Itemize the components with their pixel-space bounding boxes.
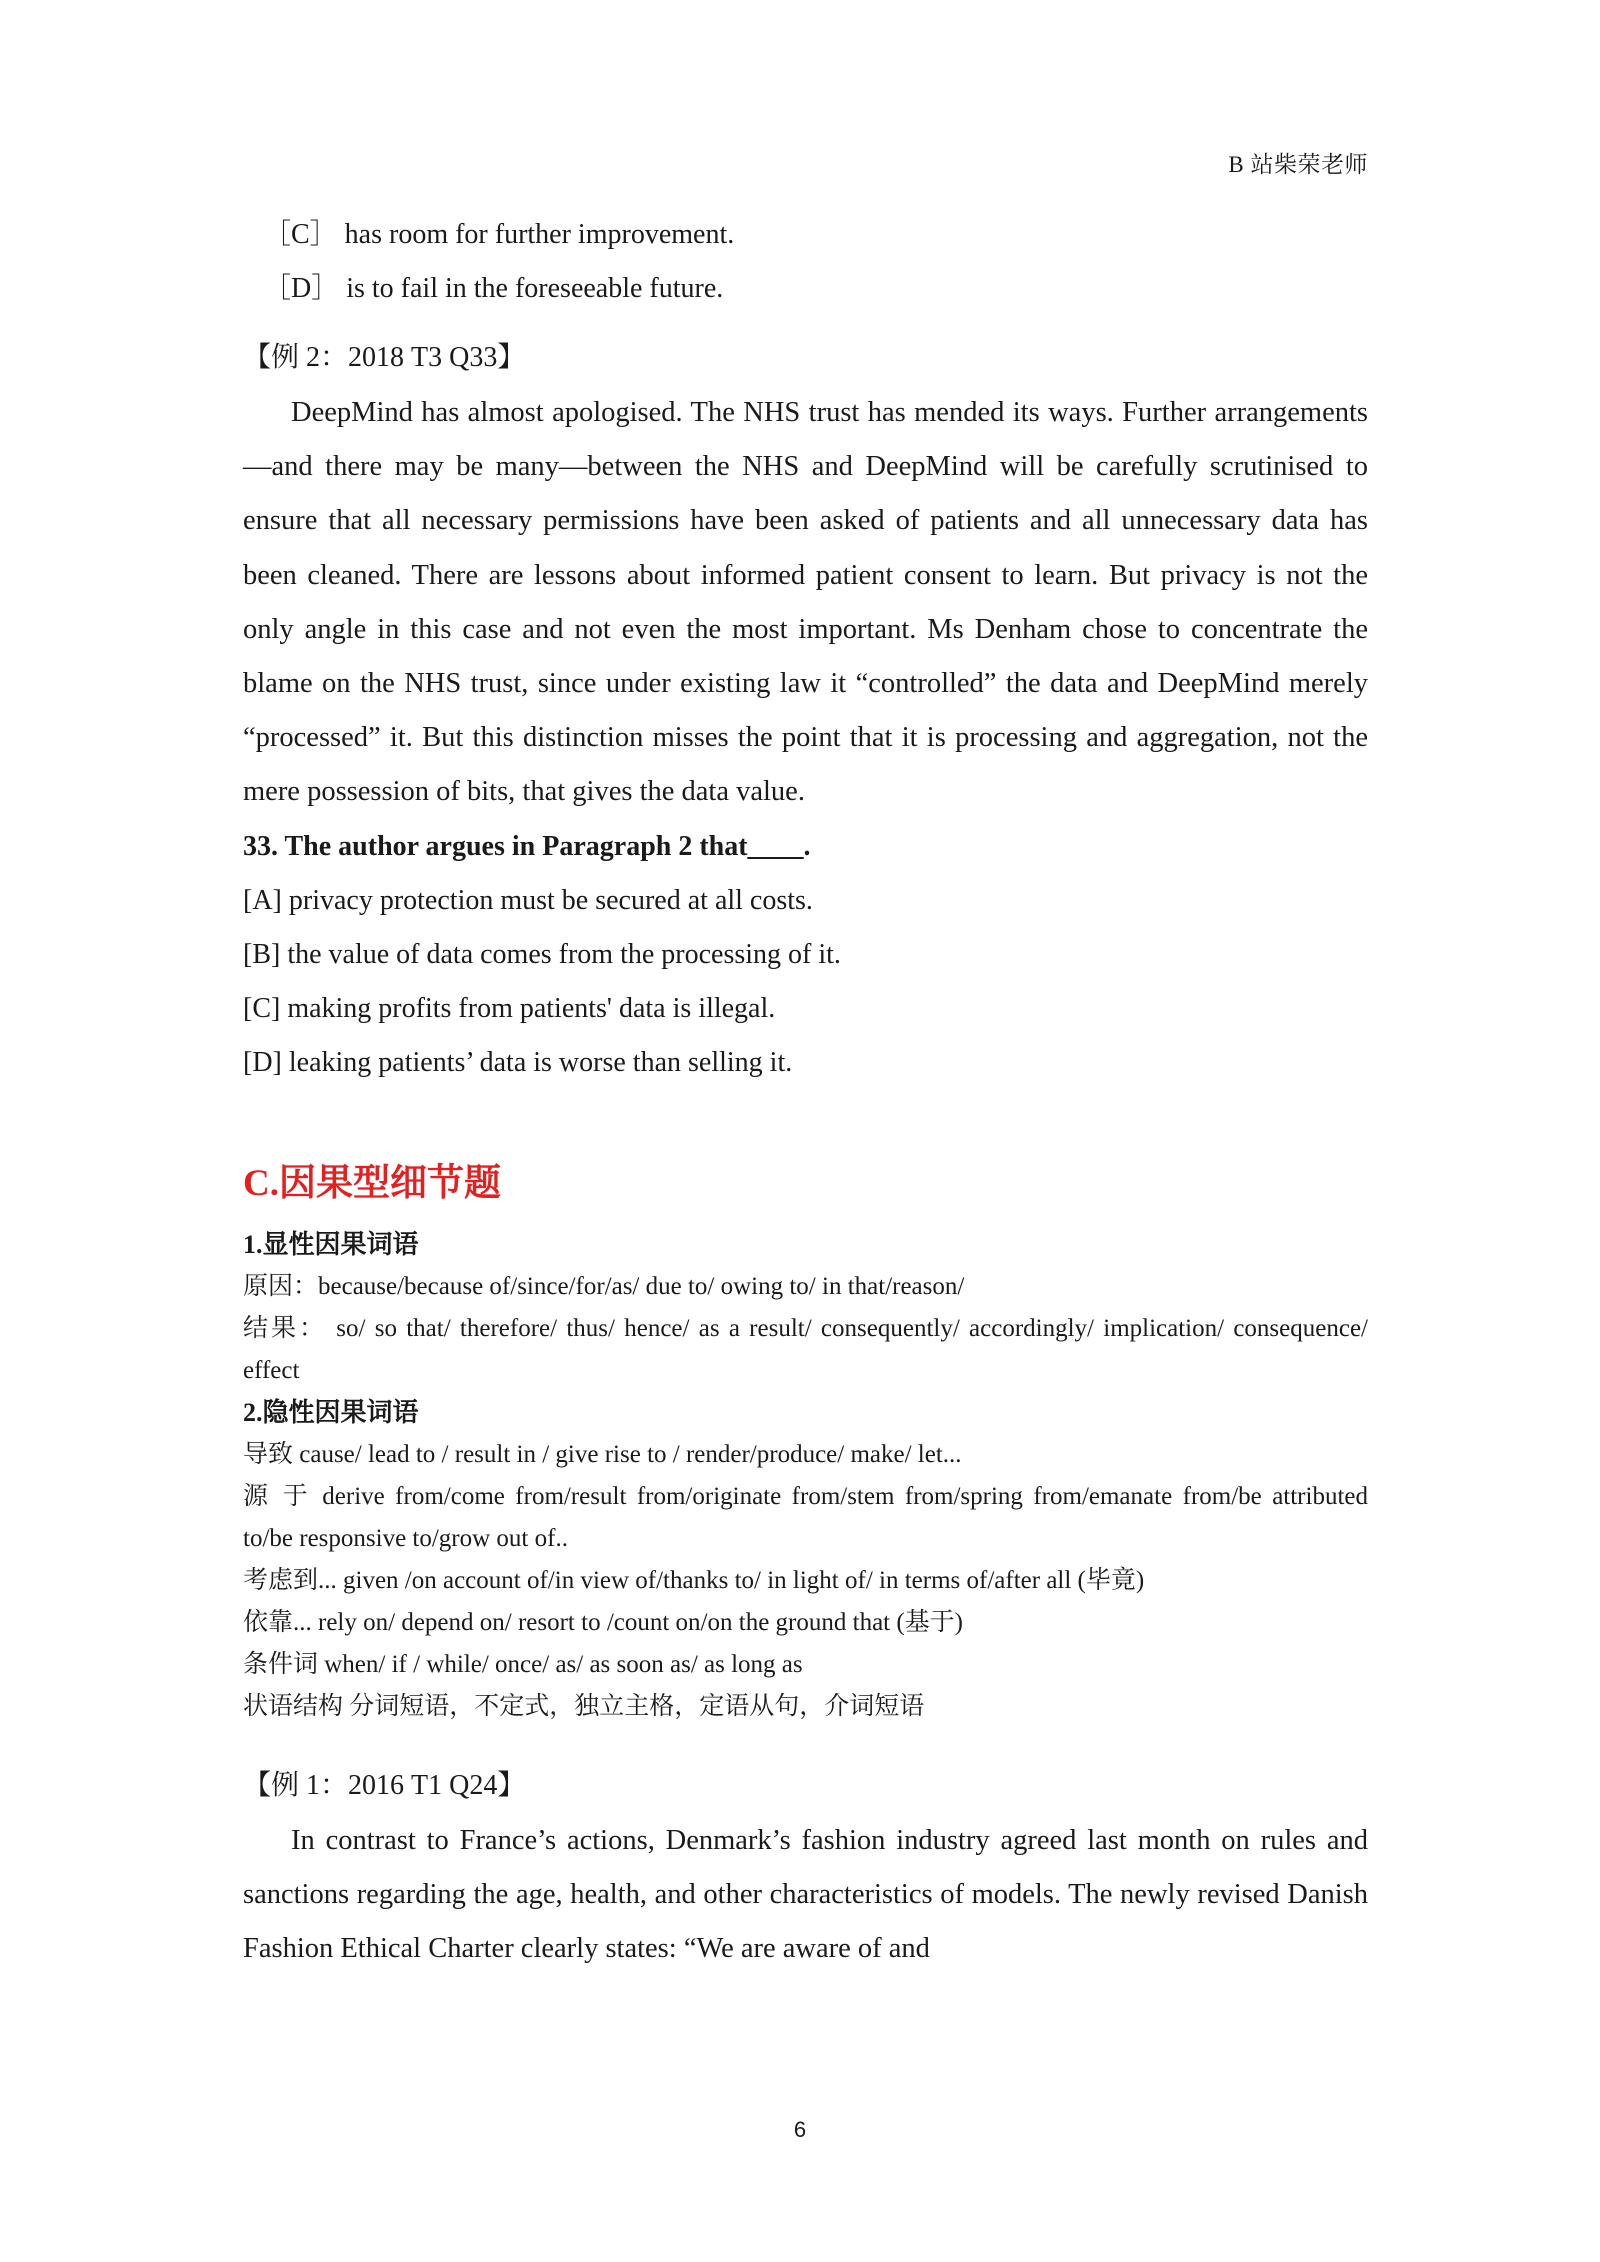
spacer	[243, 1728, 1368, 1744]
implicit-line-cause: 导致 cause/ lead to / result in / give rise to / render/produce/ make/ let...	[243, 1440, 962, 1468]
example-2-option-c: [C] making profits from patients' data is illegal.	[243, 992, 776, 1024]
previous-option-c: ［C］ has room for further improvement.	[263, 219, 735, 250]
implicit-causal-heading: 2.隐性因果词语	[243, 1397, 419, 1427]
header-note: B 站柴荣老师	[1228, 152, 1368, 177]
page-number: 6	[793, 2117, 807, 2142]
implicit-line-reliance: 依靠... rely on/ depend on/ resort to /count on/on the ground that (基于)	[243, 1608, 964, 1636]
explicit-effect-words: 结果： so/ so that/ therefore/ thus/ hence/ as a result/ consequently/ accordingly/ implication/ consequence/ effect	[243, 1314, 1368, 1384]
page-content	[243, 208, 1368, 1976]
example-1-title: 【例 1：2016 T1 Q24】	[243, 1769, 526, 1801]
previous-option-d: ［D］ is to fail in the foreseeable future.	[263, 273, 724, 304]
example-2-title: 【例 2：2018 T3 Q33】	[243, 342, 526, 373]
implicit-line-origin: 源 于 derive from/come from/result from/originate from/stem from/spring from/emanate from/be attributed to/be responsive to/grow out of..	[243, 1482, 1368, 1552]
explicit-causal-heading: 1.显性因果词语	[243, 1229, 419, 1259]
explicit-cause-words: 原因：because/because of/since/for/as/ due to/ owing to/ in that/reason/	[243, 1272, 965, 1300]
example-2-passage: DeepMind has almost apologised. The NHS trust has mended its ways. Further arrangements—and there may be many—between the NHS and DeepMind will be carefully scrutinised to ensure that all necessary permissions have been asked of patients and all unnecessary data has been cleaned. There are lessons about informed patient consent to learn. But privacy is not the only angle in this case and not even the most important. Ms Denham chose to concentrate the blame on the NHS trust, since under existing law it “controlled” the data and DeepMind merely “processed” it. But this distinction misses the point that it is processing and aggregation, not the mere possession of bits, that gives the data value.	[243, 397, 1368, 808]
implicit-line-conditions: 条件词 when/ if / while/ once/ as/ as soon as/ as long as	[243, 1650, 803, 1678]
example-2-option-d: [D] leaking patients’ data is worse than selling it.	[243, 1046, 793, 1078]
implicit-line-consideration: 考虑到... given /on account of/in view of/thanks to/ in light of/ in terms of/after all (毕竟)	[243, 1566, 1145, 1594]
implicit-line-adverbial: 状语结构 分词短语，不定式，独立主格，定语从句，介词短语	[243, 1692, 925, 1720]
example-2-question: 33. The author argues in Paragraph 2 that____.	[243, 830, 811, 862]
example-2-option-b: [B] the value of data comes from the processing of it.	[243, 938, 841, 970]
section-c-heading: C.因果型细节题	[243, 1162, 501, 1204]
example-1-passage: In contrast to France’s actions, Denmark’s fashion industry agreed last month on rules and sanctions regarding the age, health, and other characteristics of models. The newly revised Danish Fashion Ethical Charter clearly states: “We are aware of and	[243, 1824, 1368, 1965]
example-2-option-a: [A] privacy protection must be secured at all costs.	[243, 884, 813, 916]
